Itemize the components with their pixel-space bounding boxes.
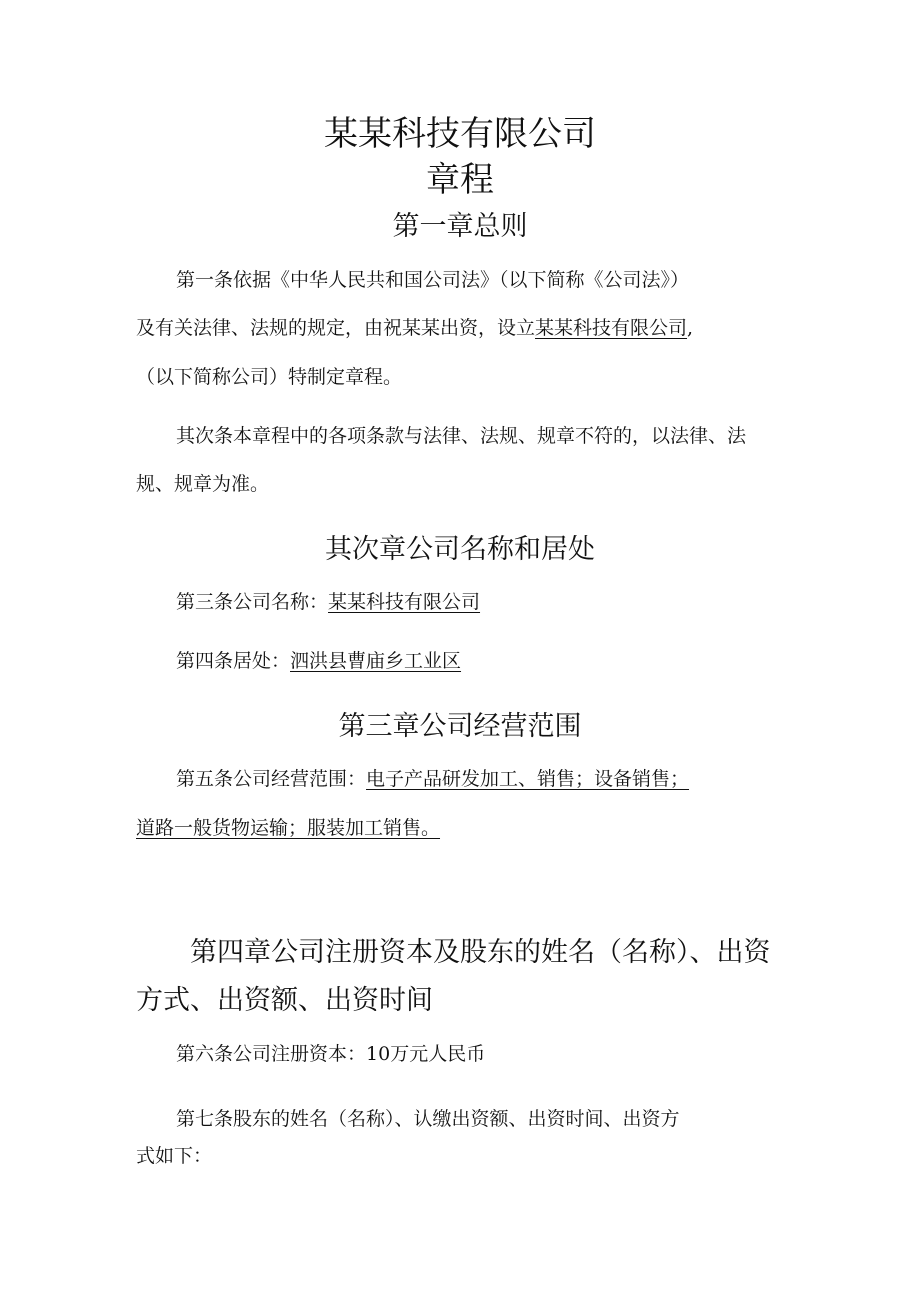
article-2-line-1: 其次条本章程中的各项条款与法律、法规、规章不符的，以法律、法 [176,425,747,447]
article-4 [176,646,461,673]
article-1-line-1: 第一条依据《中华人民共和国公司法》（以下简称《公司法》） [176,269,690,291]
document-subtitle: 章程 [426,160,494,200]
article-1-line-2 [136,313,693,340]
chapter-4-heading-line-1: 第四章公司注册资本及股东的姓名（名称）、出资 [190,937,771,968]
article-5-line-2: 道路一般货物运输；服装加工销售。 [136,817,441,839]
chapter-1-heading: 第一章总则 [392,211,528,242]
document-title: 某某科技有限公司 [324,114,596,154]
article-3-label: 第三条公司名称： [176,591,329,613]
article-1-line-3: （以下简称公司）特制定章程。 [136,366,403,388]
article-5-line-1 [176,764,689,791]
article-6 [176,1039,485,1066]
business-scope-value: 电子产品研发加工、销售；设备销售； [366,768,690,790]
address-value: 泗洪县曹庙乡工业区 [290,650,462,672]
article-7-line-2: 式如下： [136,1145,213,1167]
article-2-line-2: 规、规章为准。 [136,473,270,495]
article-4-label: 第四条居处： [176,650,291,672]
article-7-line-1: 第七条股东的姓名（名称）、认缴出资额、出资时间、出资方 [176,1108,680,1130]
article-1-comma: , [687,317,694,339]
article-1-text: 及有关法律、法规的规定，由祝某某出资，设立 [136,317,536,339]
company-name-filled: 某某科技有限公司 [535,317,688,339]
company-name-value: 某某科技有限公司 [328,591,481,613]
chapter-3-heading: 第三章公司经营范围 [338,711,582,742]
article-5-label: 第五条公司经营范围： [176,768,367,790]
article-3 [176,587,480,614]
article-6-label: 第六条公司注册资本： [176,1043,367,1065]
registered-capital-value: 10万元人民币 [366,1043,486,1065]
chapter-4-heading-line-2: 方式、出资额、出资时间 [136,985,433,1016]
chapter-2-heading: 其次章公司名称和居处 [325,534,595,565]
